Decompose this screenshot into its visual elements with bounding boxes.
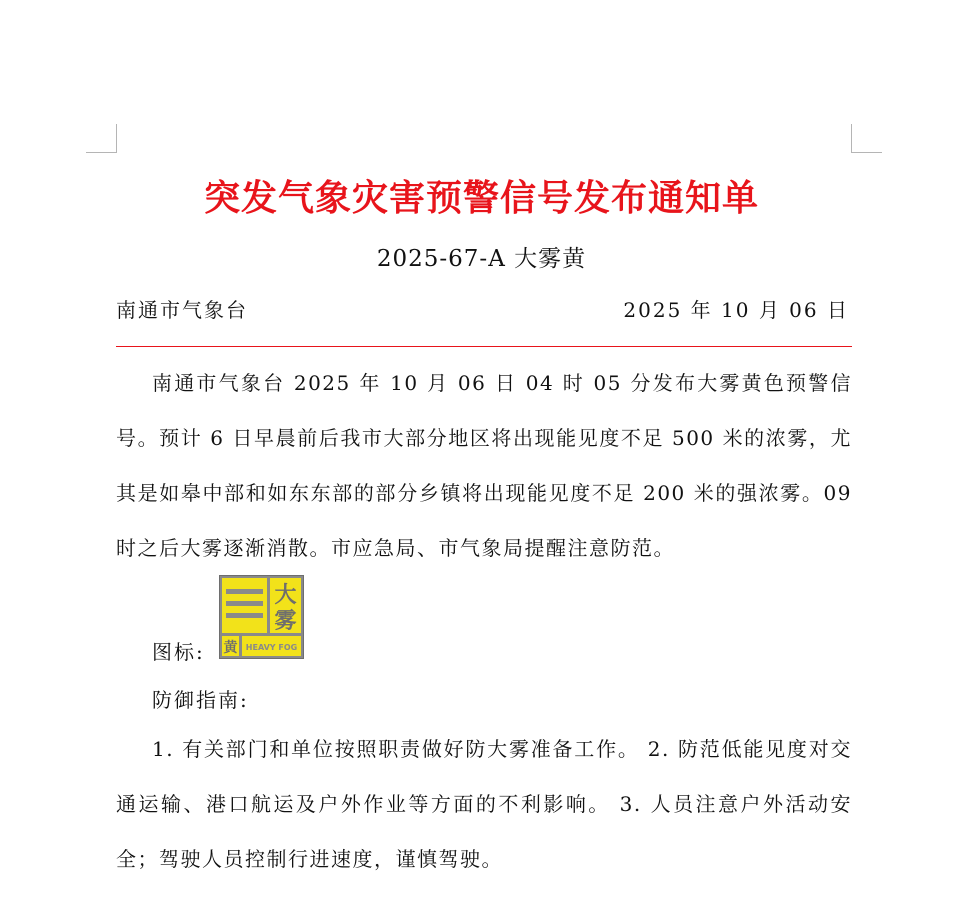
icon-label: 图标: — [152, 640, 205, 664]
defense-guide-label: 防御指南: — [152, 688, 249, 712]
icon-big-text-1: 大 — [274, 583, 297, 608]
defense-guide-text: 1. 有关部门和单位按照职责做好防大雾准备工作。 2. 防范低能见度对交通运输、港口航运及户外作业等方面的不利影响。 3. 人员注意户外活动安全；驾驶人员控制行进速度，谨慎驾驶。 — [116, 737, 852, 871]
document-subtitle: 2025-67-A 大雾黄 — [376, 246, 587, 272]
icon-big-text-2: 雾 — [274, 609, 297, 634]
page-corner-mark-left — [86, 124, 117, 153]
page-corner-mark-right — [851, 124, 882, 153]
issue-date: 2025 年 10 月 06 日 — [623, 298, 849, 322]
document-title: 突发气象灾害预警信号发布通知单 — [203, 177, 759, 219]
issuer-name: 南通市气象台 — [116, 298, 248, 322]
notice-body: 南通市气象台 2025 年 10 月 06 日 04 时 05 分发布大雾黄色预警信号。预计 6 日早晨前后我市大部分地区将出现能见度不足 500 米的浓雾，尤其是如皋中部和如东东部的部分乡镇将出现能见度不足 200 米的强浓雾。09 时之后大雾逐渐消散。市应急局、市气象局提醒注意防范。 — [116, 371, 852, 560]
heavy-fog-yellow-warning-icon — [219, 575, 304, 659]
icon-english-text: HEAVY FOG — [245, 643, 298, 652]
icon-level-text: 黄 — [223, 640, 238, 656]
header-divider — [116, 346, 852, 347]
